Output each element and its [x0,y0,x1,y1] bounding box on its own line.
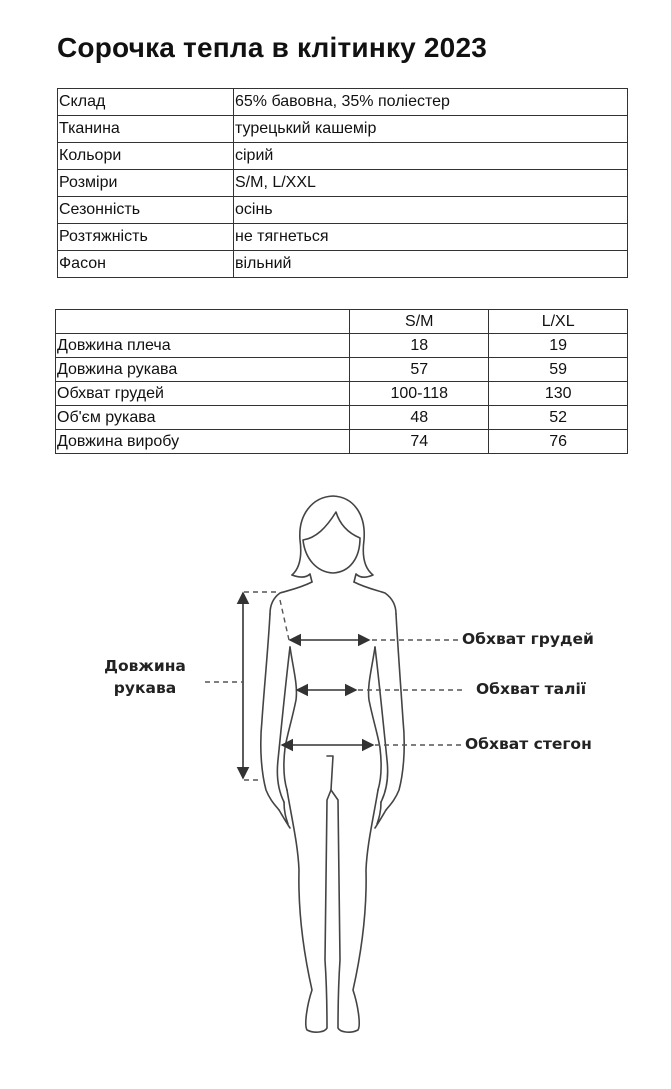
value-sm: 100-118 [350,382,489,406]
value-lxl: 76 [489,430,628,454]
spec-key: Розміри [58,170,234,197]
measure-label: Об'єм рукава [56,406,350,430]
table-row [58,251,628,278]
spec-value: осінь [234,197,628,224]
spec-key: Сезонність [58,197,234,224]
female-figure-icon [0,480,671,1060]
value-lxl: 59 [489,358,628,382]
spec-value: турецький кашемір [234,116,628,143]
value-sm: 74 [350,430,489,454]
measure-label: Довжина виробу [56,430,350,454]
value-lxl: 130 [489,382,628,406]
table-row [56,406,628,430]
measure-label: Довжина плеча [56,334,350,358]
sleeve-length-label [80,655,210,699]
spec-value: сірий [234,143,628,170]
body-measurement-diagram [0,480,671,1060]
table-row [56,358,628,382]
measure-label: Довжина рукава [56,358,350,382]
product-specs-table [57,88,628,278]
spec-key: Тканина [58,116,234,143]
spec-key: Розтяжність [58,224,234,251]
page-title: Сорочка тепла в клітинку 2023 [57,32,487,63]
table-row [58,116,628,143]
spec-key: Склад [58,89,234,116]
spec-value: 65% бавовна, 35% поліестер [234,89,628,116]
sleeve-label-line1: Довжина [104,657,186,675]
size-chart-table [55,309,628,454]
spec-value: вільний [234,251,628,278]
table-row [56,382,628,406]
header-cell-sm: S/M [350,310,489,334]
waist-circumference-label: Обхват талії [476,680,587,698]
table-row [56,430,628,454]
value-sm: 48 [350,406,489,430]
table-row [58,89,628,116]
table-header-row [56,310,628,334]
table-row [58,224,628,251]
value-lxl: 19 [489,334,628,358]
spec-key: Фасон [58,251,234,278]
chest-circumference-label: Обхват грудей [462,630,594,648]
spec-value: не тягнеться [234,224,628,251]
table-row [58,170,628,197]
sleeve-label-line2: рукава [113,679,177,697]
spec-key: Кольори [58,143,234,170]
value-lxl: 52 [489,406,628,430]
value-sm: 57 [350,358,489,382]
measure-label: Обхват грудей [56,382,350,406]
spec-value: S/M, L/XXL [234,170,628,197]
value-sm: 18 [350,334,489,358]
table-row [58,197,628,224]
header-cell-lxl: L/XL [489,310,628,334]
table-row [56,334,628,358]
hip-circumference-label: Обхват стегон [465,735,592,753]
table-row [58,143,628,170]
header-cell-empty [56,310,350,334]
